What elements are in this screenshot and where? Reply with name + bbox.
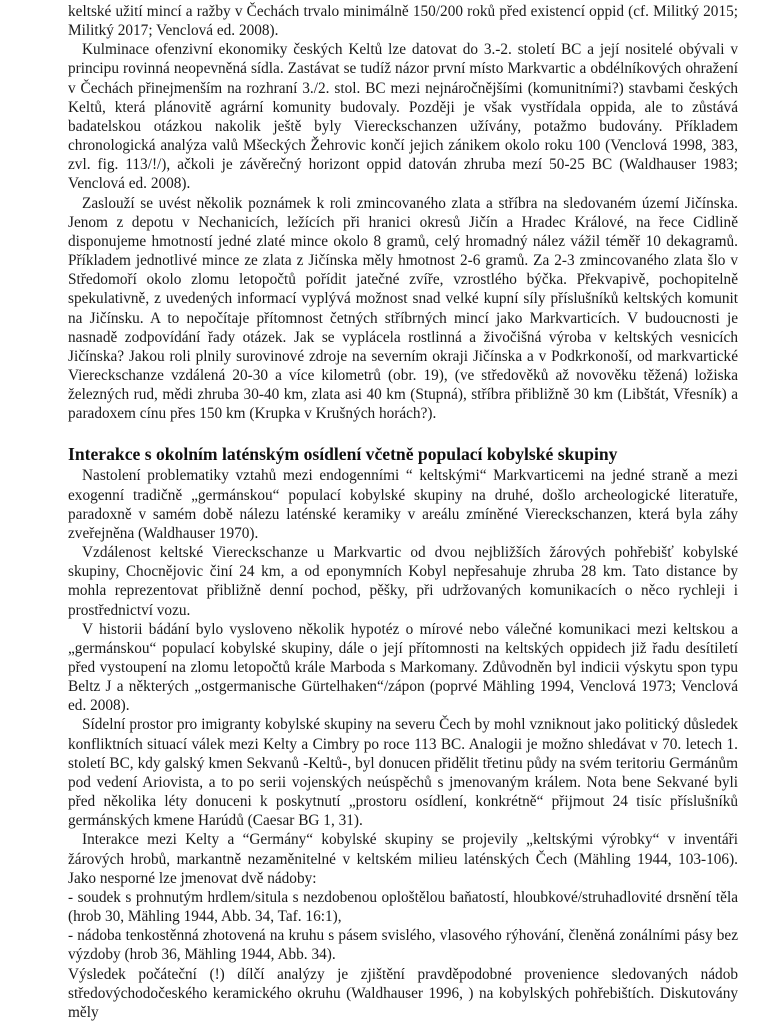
paragraph-historie-badani: V historii bádání bylo vysloveno několik hypotéz o mírové nebo válečné komunikaci mezi keltskou a „germánskou“ populací kobylské skupiny, dále o její přítomnosti na keltských oppidech již řadu desítiletí před vystoupení na zlomu letopočtů krále Marboda s Markomany. Zdůvodněn byl indicii výskytu spon typu Beltz J a některých „ostgermanische Gürtelhaken“/zápon (poprvé Mähling 1994, Venclová 1973; Venclová ed. 2008).: [68, 620, 738, 715]
paragraph-zlato-stribro: Zaslouží se uvést několik poznámek k roli zmincovaného zlata a stříbra na sledovaném území Jičínska. Jenom z depotu v Nechanicích, ležících při hranici okresů Jičín a Hradec Králové, na řece Cidlině disponujeme hmotností jedné zlaté mince okolo 8 gramů, celý hromadný nález vážil téměř 10 dekagramů. Příkladem jednotlivé mince ze zlata z Jičínska měly hmotnost 2-6 gramů. Za 2-3 zmincovaného zlata šlo v Středomoří okolo zlomu letopočtů pořídit jatečné zvíře, vzrostlého býčka. Překvapivě, pochopitelně spekulativně, z uvedených informací vyplývá možnost snad velké kupní síly příslušníků keltských komunit na Jičínsku. A to nepočítaje přítomnost četných stříbrných mincí jako Markvarticích. V budoucnosti je nasnadě zodpovídání řady otázek. Jak se vyplácela rostlinná a živočišná výroba v keltských vesnicích Jičínska? Jakou roli plnily surovinové zdroje na severním okraji Jičínska a v Podkrkonoší, od markvartické Viereckschanze vzdálená 20-30 a více kilometrů (obr. 19), (ve středověků až novověku těžená) ložiska železných rud, mědi zhruba 30-40 km, zlata asi 40 km (Stupná), stříbra přibližně 30 km (Libštát, Vřesník) a paradoxem cínu přes 150 km (Krupka v Krušných horách?).: [68, 194, 738, 423]
paragraph-interakce: Interakce mezi Kelty a “Germány“ kobylské skupiny se projevily „keltskými výrobky“ v inventáři žárových hrobů, markantně nezaměnitelné v keltském milieu laténských Čech (Mähling 1944, 103-106). Jako nesporné lze jmenovat dvě nádoby:: [68, 831, 738, 887]
paragraph-continued: keltské užití mincí a ražby v Čechách trvalo minimálně 150/200 roků před existencí oppid (cf. Militký 2015; Militký 2017; Venclová ed. 2008).: [68, 3, 738, 40]
paragraph-kulminace: Kulminace ofenzivní ekonomiky českých Keltů lze datovat do 3.-2. století BC a její nositelé obývali v principu rovinná neopevněná sídla. Zastávat se tudíž názor první místo Markvartic a obdélníkových ohražení v Čechách přinejmenším na rozhraní 3./2. stol. BC mezi nejnáročnějšími (komunitními?) stavbami českých Keltů, která plánovitě agrární komunity budovaly. Později je však vystřídala oppida, ale to zůstává badatelskou otázkou nakolik ještě byly Viereckschanzen užívány, potažmo budovány. Příkladem chronologická analýza valů Mšeckých Žehrovic končí jejich zánikem okolo roku 100 (Venclová 1998, 383, zvl. fig. 113/!/), ačkoli je závěrečný horizont oppid datován zhruba mezí 50-25 BC (Waldhauser 1983; Venclová ed. 2008).: [68, 41, 738, 193]
section-heading: Interakce s okolním laténským osídlení včetně populací kobylské skupiny: [68, 444, 618, 465]
paragraph-vzdalenost: Vzdálenost keltské Viereckschanze u Markvartic od dvou nejbližších žárových pohřebišť kobylské skupiny, Chocnějovic činí 24 km, a od eponymních Kobyl nepřesahuje zhruba 28 km. Tato distance by mohla reprezentovat přibližně denní pochod, pěšky, při udržovaných komunikacích o něco rychleji i prostřednictví vozu.: [68, 544, 738, 619]
list-item-nadoba: - nádoba tenkostěnná zhotovená na kruhu s pásem svislého, vlasového rýhování, členěná zonálními pásy bez výzdoby (hrob 36, Mähling 1944, Abb. 34).: [68, 927, 738, 964]
paragraph-nastoleni: Nastolení problematiky vztahů mezi endogenními “ keltskými“ Markvarticemi na jedné straně a mezi exogenní tradičně „germánskou“ populací kobylské skupiny na druhé, došlo archeologické literatuře, paradoxně v samém době nálezu laténské keramiky v areálu zmíněné Viereckschanzen, která byla záhy zveřejněna (Waldhauser 1970).: [68, 467, 738, 542]
paragraph-vysledek: Výsledek počáteční (!) dílčí analýzy je zjištění pravděpodobné provenience sledovaných nádob středovýchodočeského keramického okruhu (Waldhauser 1996, ) na kobylských pohřebištích. Diskutovány měly: [68, 965, 738, 1021]
paragraph-sidelni-prostor: Sídelní prostor pro imigranty kobylské skupiny na severu Čech by mohl vzniknout jako politický důsledek konfliktních situací válek mezi Kelty a Cimbry po roce 113 BC. Analogii je možno shledávat v 70. letech 1. století BC, kdy galský kmen Sekvanů -Keltů-, byl donucen přidělit třetinu půdy na svém teritoriu Germánům pod vedení Ariovista, a to po serii vojenských neúspěchů s jmenovaným králem. Nota bene Sekvané byli před několika léty donuceni k poskytnutí „prostoru osídlení, konkrétně“ přijmout 24 tisíc příslušníků germánských kmene Harúdů (Caesar BG 1, 31).: [68, 716, 738, 830]
list-item-soudek: - soudek s prohnutým hrdlem/situla s nezdobenou oploštělou baňatostí, hloubkové/struhadlovité drsnění těla (hrob 30, Mähling 1944, Abb. 34, Taf. 16:1),: [68, 888, 738, 926]
